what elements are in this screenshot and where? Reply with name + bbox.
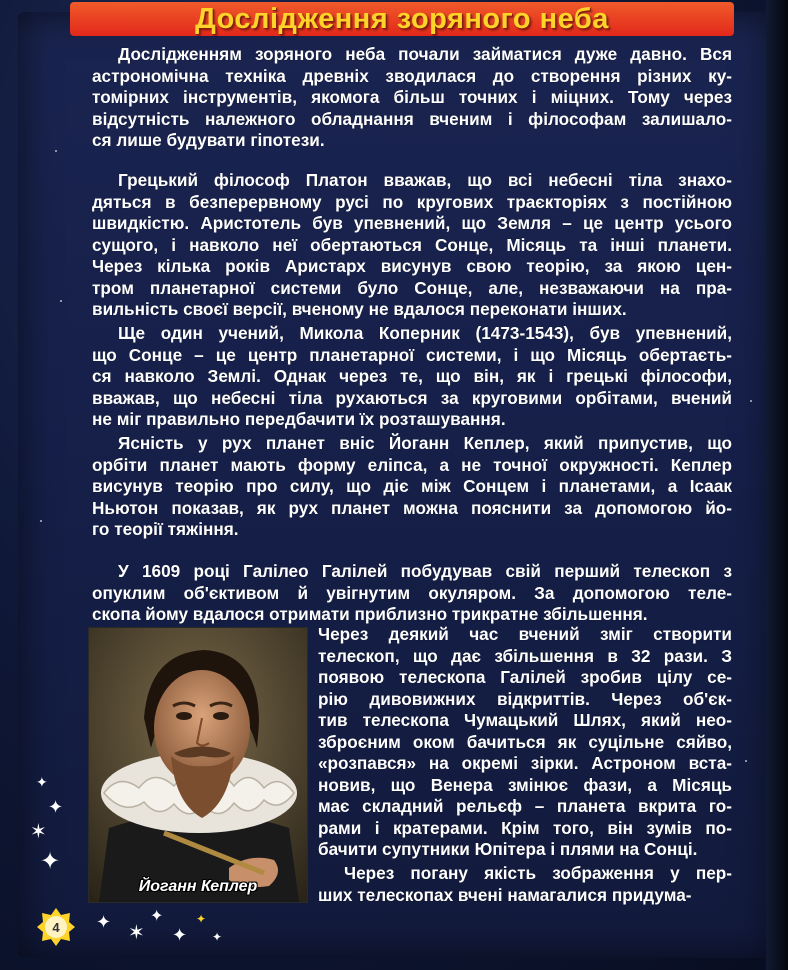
text-line: Грецький філософ Платон вважав, що всі небесні тіла знахо-: [118, 170, 732, 190]
text-line: тром планетарної системи було Сонце, але, незважаючи на пра-: [92, 277, 732, 298]
text-line: Через погану якість зображення у пер-: [344, 863, 732, 883]
text-line: Ще один учений, Микола Коперник (1473-1543), був упевнений,: [118, 323, 732, 343]
star-icon: ✦: [36, 774, 48, 790]
text-line: Ньютон показав, як рух планет можна пояснити за допомогою йо-: [92, 497, 732, 518]
star-icon: ✶: [128, 922, 145, 944]
text-line: телескоп, що дає збільшення в 32 рази. З: [318, 645, 732, 666]
text-line: У 1609 році Галілео Галілей побудував свій перший телескоп з: [118, 561, 732, 581]
text-line: висунув теорію про силу, що діє між Сонцем і планетами, а Ісаак: [92, 476, 732, 496]
text-line: ших телескопах вчені намагалися придума-: [318, 884, 692, 905]
text-line: астрономічна техніка древніх зводилася до створення різних ку-: [92, 65, 732, 86]
title-banner: [70, 2, 734, 36]
text-line: не міг правильно передбачити їх розташування.: [92, 409, 506, 429]
text-line: ся лише будувати гіпотези.: [92, 130, 325, 150]
text-line: рію дивовижних відкриттів. Через об'єк-: [318, 688, 732, 709]
paragraph-kepler: [92, 433, 732, 541]
text-line: появою телескопа Галілей зробив цілу се-: [318, 667, 732, 687]
kepler-portrait: [88, 627, 308, 903]
text-line: ся навколо Землі. Однак через те, що він, як і грецькі філософи,: [92, 366, 732, 386]
page-title: Дослідження зоряного неба: [195, 2, 609, 35]
text-line: томірних інструментів, якомога більш точних і міцних. Тому через: [92, 87, 732, 107]
text-line: відсутність належного обладнання вченим і філософам залишало-: [92, 108, 732, 129]
text-line: го теорії тяжіння.: [92, 519, 239, 539]
text-line: скопа йому вдалося отримати приблизно трикратне збільшення.: [92, 604, 648, 624]
star-dot: [55, 150, 57, 152]
star-dot: [745, 760, 747, 762]
text-line: дяться в безперервному русі по кругових траєкторіях з постійною: [92, 191, 732, 212]
star-dot: [60, 300, 62, 302]
star-dot: [750, 400, 752, 402]
star-icon: ✦: [40, 848, 61, 875]
text-line: орбіти планет мають форму еліпса, а не точної окружності. Кеплер: [92, 454, 732, 475]
text-line: зброєним оком бачиться як суцільне сяйво,: [318, 731, 732, 752]
text-line: бачити супутники Юпітера і плями на Сонці.: [318, 839, 698, 859]
text-line: сущого, і навколо неї обертаються Сонце, Місяць та інші планети.: [92, 234, 732, 255]
paragraph-early-telescopes: [318, 863, 732, 906]
star-icon: ✦: [212, 930, 223, 944]
text-line: рами і кратерами. Крім того, він зумів по-: [318, 817, 732, 838]
star-icon: ✦: [150, 908, 164, 925]
text-line: опуклим об'єктивом й увігнутим окуляром. За допомогою теле-: [92, 582, 732, 603]
paragraph-galileo-discoveries: [318, 624, 732, 861]
paragraph-greek-philosophers: [92, 170, 732, 321]
paragraph-copernicus: [92, 323, 732, 431]
text-line: Ясність у рух планет вніс Йоганн Кеплер, який припустив, що: [118, 433, 732, 453]
text-line: тив телескопа Чумацький Шлях, який нео-: [318, 710, 732, 730]
text-line: Через деякий час вчений зміг створити: [318, 624, 732, 644]
portrait-illustration: [89, 628, 307, 902]
paragraph-ancient-astronomy: [92, 44, 732, 152]
page-number: 4: [52, 919, 60, 935]
star-icon: ✦: [196, 912, 207, 926]
text-line: Дослідженням зоряного неба почали займатися дуже давно. Вся: [118, 44, 732, 64]
text-line: що Сонце – це центр планетарної системи, і що Місяць обертаєть-: [92, 344, 732, 365]
text-line: «розпався» на окремі зірки. Астроном вста-: [318, 753, 732, 773]
portrait-caption: Йоганн Кеплер: [138, 878, 258, 895]
text-line: має складний рельєф – планета вкрита го-: [318, 796, 732, 816]
text-line: швидкістю. Аристотель був упевнений, що Земля – це центр усього: [92, 213, 732, 233]
star-icon: ✦: [172, 925, 188, 945]
star-dot: [40, 520, 42, 522]
text-line: вильність своєї версії, вченому не вдалося переконати інших.: [92, 299, 627, 319]
star-icon: ✦: [96, 912, 112, 932]
paragraph-galileo-telescope: [92, 561, 732, 626]
text-line: новив, що Венера змінює фази, а Місяць: [318, 774, 732, 795]
star-icon: ✦: [48, 797, 64, 817]
text-line: Через кілька років Аристарх висунув свою теорію, за якою цен-: [92, 256, 732, 276]
book-binding: [766, 0, 788, 970]
text-line: вважав, що небесні тіла рухаються за круговими орбітами, вчений: [92, 387, 732, 408]
star-icon: ✶: [30, 821, 47, 843]
